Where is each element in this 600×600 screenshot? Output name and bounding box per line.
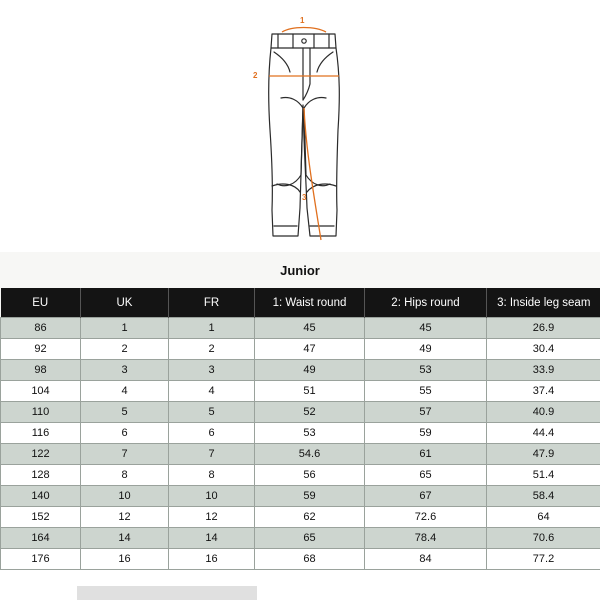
cell-waist-round: 56 bbox=[255, 465, 365, 486]
cell-hips-round: 55 bbox=[365, 381, 487, 402]
size-chart-table bbox=[0, 288, 600, 570]
cell-hips-round: 65 bbox=[365, 465, 487, 486]
cell-fr: 1 bbox=[169, 318, 255, 339]
cell-fr: 8 bbox=[169, 465, 255, 486]
cell-uk: 1 bbox=[81, 318, 169, 339]
cell-hips-round: 78.4 bbox=[365, 528, 487, 549]
header-eu: EU bbox=[1, 288, 81, 318]
header-inside-leg-seam: 3: Inside leg seam bbox=[487, 288, 600, 318]
cell-eu: 176 bbox=[1, 549, 81, 570]
table-title: Junior bbox=[280, 263, 320, 278]
label-waist: 1 bbox=[300, 16, 305, 25]
table-row bbox=[1, 402, 600, 423]
cell-waist-round: 52 bbox=[255, 402, 365, 423]
cell-hips-round: 57 bbox=[365, 402, 487, 423]
cell-uk: 14 bbox=[81, 528, 169, 549]
cell-inside-leg-seam: 64 bbox=[487, 507, 600, 528]
cell-waist-round: 51 bbox=[255, 381, 365, 402]
cell-fr: 10 bbox=[169, 486, 255, 507]
cell-eu: 92 bbox=[1, 339, 81, 360]
waist-measure-line bbox=[282, 28, 326, 33]
cell-fr: 7 bbox=[169, 444, 255, 465]
header-waist-round: 1: Waist round bbox=[255, 288, 365, 318]
cell-waist-round: 45 bbox=[255, 318, 365, 339]
cell-uk: 16 bbox=[81, 549, 169, 570]
cell-inside-leg-seam: 30.4 bbox=[487, 339, 600, 360]
cell-inside-leg-seam: 58.4 bbox=[487, 486, 600, 507]
label-hips: 2 bbox=[253, 71, 258, 80]
cell-eu: 140 bbox=[1, 486, 81, 507]
table-row bbox=[1, 465, 600, 486]
cell-inside-leg-seam: 44.4 bbox=[487, 423, 600, 444]
cell-eu: 164 bbox=[1, 528, 81, 549]
header-fr: FR bbox=[169, 288, 255, 318]
cell-fr: 5 bbox=[169, 402, 255, 423]
cell-eu: 110 bbox=[1, 402, 81, 423]
riding-breeches-illustration bbox=[0, 0, 600, 252]
cell-eu: 128 bbox=[1, 465, 81, 486]
cell-inside-leg-seam: 37.4 bbox=[487, 381, 600, 402]
table-row bbox=[1, 423, 600, 444]
cell-waist-round: 68 bbox=[255, 549, 365, 570]
table-row bbox=[1, 339, 600, 360]
cell-eu: 152 bbox=[1, 507, 81, 528]
cell-fr: 6 bbox=[169, 423, 255, 444]
table-row bbox=[1, 528, 600, 549]
cell-inside-leg-seam: 33.9 bbox=[487, 360, 600, 381]
cell-eu: 116 bbox=[1, 423, 81, 444]
size-diagram bbox=[0, 0, 600, 252]
cell-eu: 122 bbox=[1, 444, 81, 465]
cell-waist-round: 49 bbox=[255, 360, 365, 381]
cell-hips-round: 59 bbox=[365, 423, 487, 444]
table-row bbox=[1, 549, 600, 570]
table-row bbox=[1, 318, 600, 339]
table-row bbox=[1, 444, 600, 465]
cell-uk: 6 bbox=[81, 423, 169, 444]
table-row bbox=[1, 360, 600, 381]
cell-fr: 16 bbox=[169, 549, 255, 570]
label-inside-leg: 3 bbox=[302, 193, 307, 202]
cell-uk: 3 bbox=[81, 360, 169, 381]
cell-uk: 8 bbox=[81, 465, 169, 486]
cell-waist-round: 59 bbox=[255, 486, 365, 507]
cell-waist-round: 47 bbox=[255, 339, 365, 360]
cell-eu: 86 bbox=[1, 318, 81, 339]
cell-hips-round: 84 bbox=[365, 549, 487, 570]
cell-uk: 10 bbox=[81, 486, 169, 507]
cell-uk: 2 bbox=[81, 339, 169, 360]
cell-fr: 14 bbox=[169, 528, 255, 549]
cell-fr: 4 bbox=[169, 381, 255, 402]
cell-fr: 12 bbox=[169, 507, 255, 528]
cell-uk: 7 bbox=[81, 444, 169, 465]
cell-hips-round: 67 bbox=[365, 486, 487, 507]
header-uk: UK bbox=[81, 288, 169, 318]
cell-waist-round: 65 bbox=[255, 528, 365, 549]
cell-inside-leg-seam: 40.9 bbox=[487, 402, 600, 423]
table-row bbox=[1, 381, 600, 402]
cell-uk: 5 bbox=[81, 402, 169, 423]
cell-inside-leg-seam: 26.9 bbox=[487, 318, 600, 339]
table-row bbox=[1, 486, 600, 507]
cell-inside-leg-seam: 77.2 bbox=[487, 549, 600, 570]
cell-hips-round: 45 bbox=[365, 318, 487, 339]
cell-fr: 2 bbox=[169, 339, 255, 360]
cell-waist-round: 62 bbox=[255, 507, 365, 528]
cell-inside-leg-seam: 47.9 bbox=[487, 444, 600, 465]
cell-eu: 104 bbox=[1, 381, 81, 402]
cell-hips-round: 53 bbox=[365, 360, 487, 381]
cell-hips-round: 72.6 bbox=[365, 507, 487, 528]
header-hips-round: 2: Hips round bbox=[365, 288, 487, 318]
cell-inside-leg-seam: 70.6 bbox=[487, 528, 600, 549]
cell-waist-round: 53 bbox=[255, 423, 365, 444]
gray-placeholder-bar bbox=[77, 586, 257, 600]
cell-fr: 3 bbox=[169, 360, 255, 381]
cell-uk: 12 bbox=[81, 507, 169, 528]
cell-uk: 4 bbox=[81, 381, 169, 402]
cell-inside-leg-seam: 51.4 bbox=[487, 465, 600, 486]
cell-waist-round: 54.6 bbox=[255, 444, 365, 465]
waistband bbox=[271, 34, 336, 48]
table-row bbox=[1, 507, 600, 528]
cell-hips-round: 61 bbox=[365, 444, 487, 465]
cell-eu: 98 bbox=[1, 360, 81, 381]
table-header-row bbox=[1, 288, 600, 318]
cell-hips-round: 49 bbox=[365, 339, 487, 360]
